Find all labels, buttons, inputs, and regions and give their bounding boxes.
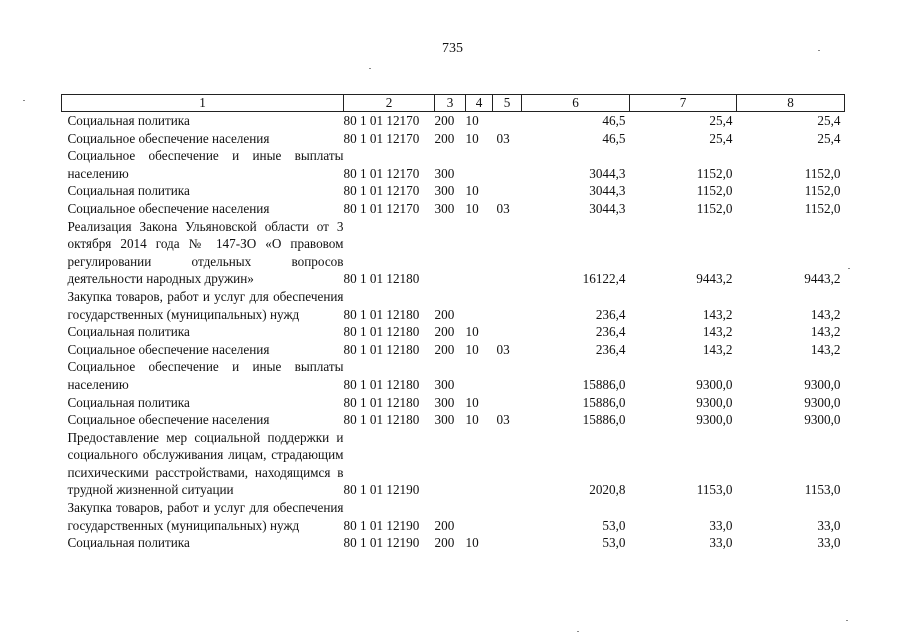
row-code: 80 1 01 12170 — [343, 200, 420, 216]
page-number: 735 — [442, 41, 463, 56]
table-row — [62, 323, 845, 341]
row-name: Социальное обеспечение и иные выплаты населению — [67, 359, 344, 392]
header-col-7: 7 — [630, 95, 737, 112]
row-value-7: 33,0 — [709, 535, 733, 551]
row-value-7: 25,4 — [709, 130, 733, 146]
row-col-4: 10 — [465, 324, 479, 340]
table-row — [62, 534, 845, 552]
row-value-6: 53,0 — [602, 535, 626, 551]
row-value-6: 15886,0 — [582, 394, 626, 410]
row-col-4: 10 — [465, 130, 479, 146]
row-value-8: 1152,0 — [804, 183, 841, 199]
row-col-3: 300 — [434, 412, 455, 428]
row-col-5 — [493, 288, 522, 323]
table-row — [62, 182, 845, 200]
scan-speck — [577, 631, 579, 632]
header-col-2: 2 — [344, 95, 435, 112]
row-name: Социальное обеспечение населения — [67, 341, 270, 357]
row-col-3 — [435, 218, 466, 288]
row-col-5 — [493, 323, 522, 341]
row-value-7: 1152,0 — [696, 165, 733, 181]
row-col-5 — [493, 218, 522, 288]
row-value-7: 143,2 — [702, 341, 733, 357]
row-col-4: 10 — [465, 535, 479, 551]
row-name: Социальное обеспечение населения — [67, 130, 270, 146]
row-code: 80 1 01 12190 — [343, 535, 420, 551]
row-value-8: 143,2 — [810, 341, 841, 357]
row-col-5: 03 — [496, 200, 510, 216]
table-row — [62, 130, 845, 148]
row-value-8: 25,4 — [817, 130, 841, 146]
row-code: 80 1 01 12180 — [343, 271, 420, 287]
table-row — [62, 499, 845, 534]
row-col-4 — [466, 218, 493, 288]
row-col-5 — [493, 534, 522, 552]
scan-speck — [818, 50, 820, 51]
row-col-3: 300 — [434, 165, 455, 181]
row-value-7: 9300,0 — [696, 394, 733, 410]
row-value-7: 143,2 — [702, 306, 733, 322]
row-col-3: 300 — [434, 183, 455, 199]
header-col-5: 5 — [493, 95, 522, 112]
row-code: 80 1 01 12170 — [343, 130, 420, 146]
row-col-5: 03 — [496, 412, 510, 428]
row-value-8: 143,2 — [810, 324, 841, 340]
row-value-6: 3044,3 — [589, 183, 626, 199]
row-col-4: 10 — [465, 341, 479, 357]
row-value-6: 236,4 — [595, 341, 626, 357]
row-name: Предоставление мер социальной поддержки и социального обслуживания лицам, страдающим психическими расстройствами, находящимся в трудной жизненной ситуации — [67, 429, 344, 498]
row-name: Социальная политика — [67, 183, 190, 199]
header-col-1: 1 — [62, 95, 344, 112]
row-value-8: 1153,0 — [804, 482, 841, 498]
row-value-7: 1153,0 — [696, 482, 733, 498]
row-value-7: 1152,0 — [696, 183, 733, 199]
row-value-7: 9300,0 — [696, 412, 733, 428]
row-name: Закупка товаров, работ и услуг для обеспечения государственных (муниципальных) нужд — [67, 288, 344, 322]
table-row — [62, 394, 845, 412]
row-code: 80 1 01 12180 — [343, 324, 420, 340]
scan-speck — [846, 620, 848, 621]
row-value-6: 15886,0 — [582, 376, 626, 392]
row-col-4: 10 — [465, 394, 479, 410]
row-col-5 — [493, 147, 522, 182]
row-col-3: 300 — [434, 376, 455, 392]
row-code: 80 1 01 12170 — [343, 113, 420, 128]
row-code: 80 1 01 12180 — [343, 412, 420, 428]
row-value-6: 2020,8 — [589, 482, 626, 498]
row-value-7: 9443,2 — [696, 271, 733, 287]
row-col-5 — [493, 429, 522, 499]
table-row — [62, 218, 845, 288]
row-name: Социальное обеспечение населения — [67, 412, 270, 428]
row-name: Социальная политика — [67, 535, 190, 551]
row-value-6: 236,4 — [595, 324, 626, 340]
table-row — [62, 411, 845, 429]
row-value-6: 53,0 — [602, 517, 626, 533]
row-value-8: 33,0 — [817, 535, 841, 551]
row-col-4 — [466, 429, 493, 499]
row-col-3: 200 — [434, 324, 455, 340]
row-col-5 — [493, 499, 522, 534]
row-col-4: 10 — [465, 183, 479, 199]
row-code: 80 1 01 12190 — [343, 517, 420, 533]
table-row — [62, 341, 845, 359]
table-header — [62, 95, 845, 112]
table-row — [62, 358, 845, 393]
row-value-6: 3044,3 — [589, 165, 626, 181]
header-col-6: 6 — [522, 95, 630, 112]
row-value-8: 9443,2 — [804, 271, 841, 287]
header-row — [62, 95, 845, 112]
row-value-7: 25,4 — [709, 113, 733, 128]
row-col-3: 200 — [434, 517, 455, 533]
row-col-3: 200 — [434, 306, 455, 322]
scan-speck — [369, 68, 371, 69]
row-col-4: 10 — [465, 113, 479, 128]
row-code: 80 1 01 12180 — [343, 341, 420, 357]
row-code: 80 1 01 12180 — [343, 394, 420, 410]
header-col-8: 8 — [737, 95, 845, 112]
table-row — [62, 429, 845, 499]
row-value-6: 16122,4 — [582, 271, 626, 287]
row-value-7: 33,0 — [709, 517, 733, 533]
row-value-8: 143,2 — [810, 306, 841, 322]
row-col-3: 300 — [434, 200, 455, 216]
row-col-3: 200 — [434, 113, 455, 128]
row-code: 80 1 01 12190 — [343, 482, 420, 498]
table-row — [62, 288, 845, 323]
row-col-4 — [466, 358, 493, 393]
row-col-4 — [466, 499, 493, 534]
row-name: Социальное обеспечение и иные выплаты населению — [67, 148, 344, 181]
row-value-8: 1152,0 — [804, 200, 841, 216]
row-name: Социальная политика — [67, 324, 190, 340]
table-row — [62, 147, 845, 182]
table-row — [62, 112, 845, 130]
row-col-3: 200 — [434, 341, 455, 357]
row-value-6: 3044,3 — [589, 200, 626, 216]
row-col-5: 03 — [496, 341, 510, 357]
row-value-8: 33,0 — [817, 517, 841, 533]
row-name: Закупка товаров, работ и услуг для обеспечения государственных (муниципальных) нужд — [67, 500, 344, 533]
row-value-6: 46,5 — [602, 113, 626, 128]
row-value-7: 143,2 — [702, 324, 733, 340]
row-value-8: 9300,0 — [804, 412, 841, 428]
row-col-4: 10 — [465, 412, 479, 428]
scan-speck — [848, 268, 850, 269]
row-name: Социальная политика — [67, 394, 190, 410]
row-col-4 — [466, 288, 493, 323]
budget-table — [61, 94, 845, 552]
row-name: Реализация Закона Ульяновской области от 3 октября 2014 года № 147-ЗО «О правовом регулировании отдельных вопросов деятельности народных дружин» — [67, 218, 344, 287]
row-col-5 — [493, 358, 522, 393]
row-value-7: 9300,0 — [696, 376, 733, 392]
row-value-7: 1152,0 — [696, 200, 733, 216]
table-body — [62, 112, 845, 552]
row-value-6: 46,5 — [602, 130, 626, 146]
row-name: Социальная политика — [67, 113, 190, 128]
row-col-4 — [466, 147, 493, 182]
row-value-6: 15886,0 — [582, 412, 626, 428]
row-col-5: 03 — [496, 130, 510, 146]
row-name: Социальное обеспечение населения — [67, 200, 270, 216]
row-col-5 — [493, 112, 522, 130]
row-code: 80 1 01 12180 — [343, 376, 420, 392]
row-code: 80 1 01 12180 — [343, 306, 420, 322]
row-col-3: 300 — [434, 394, 455, 410]
row-code: 80 1 01 12170 — [343, 165, 420, 181]
header-col-3: 3 — [435, 95, 466, 112]
scan-speck — [23, 100, 25, 101]
row-col-5 — [493, 394, 522, 412]
row-col-4: 10 — [465, 200, 479, 216]
row-col-5 — [493, 182, 522, 200]
row-value-8: 1152,0 — [804, 165, 841, 181]
row-value-6: 236,4 — [595, 306, 626, 322]
header-col-4: 4 — [466, 95, 493, 112]
row-value-8: 9300,0 — [804, 376, 841, 392]
row-col-3: 200 — [434, 535, 455, 551]
row-col-3: 200 — [434, 130, 455, 146]
row-value-8: 9300,0 — [804, 394, 841, 410]
row-col-3 — [435, 429, 466, 499]
row-code: 80 1 01 12170 — [343, 183, 420, 199]
row-value-8: 25,4 — [817, 113, 841, 128]
table-row — [62, 200, 845, 218]
